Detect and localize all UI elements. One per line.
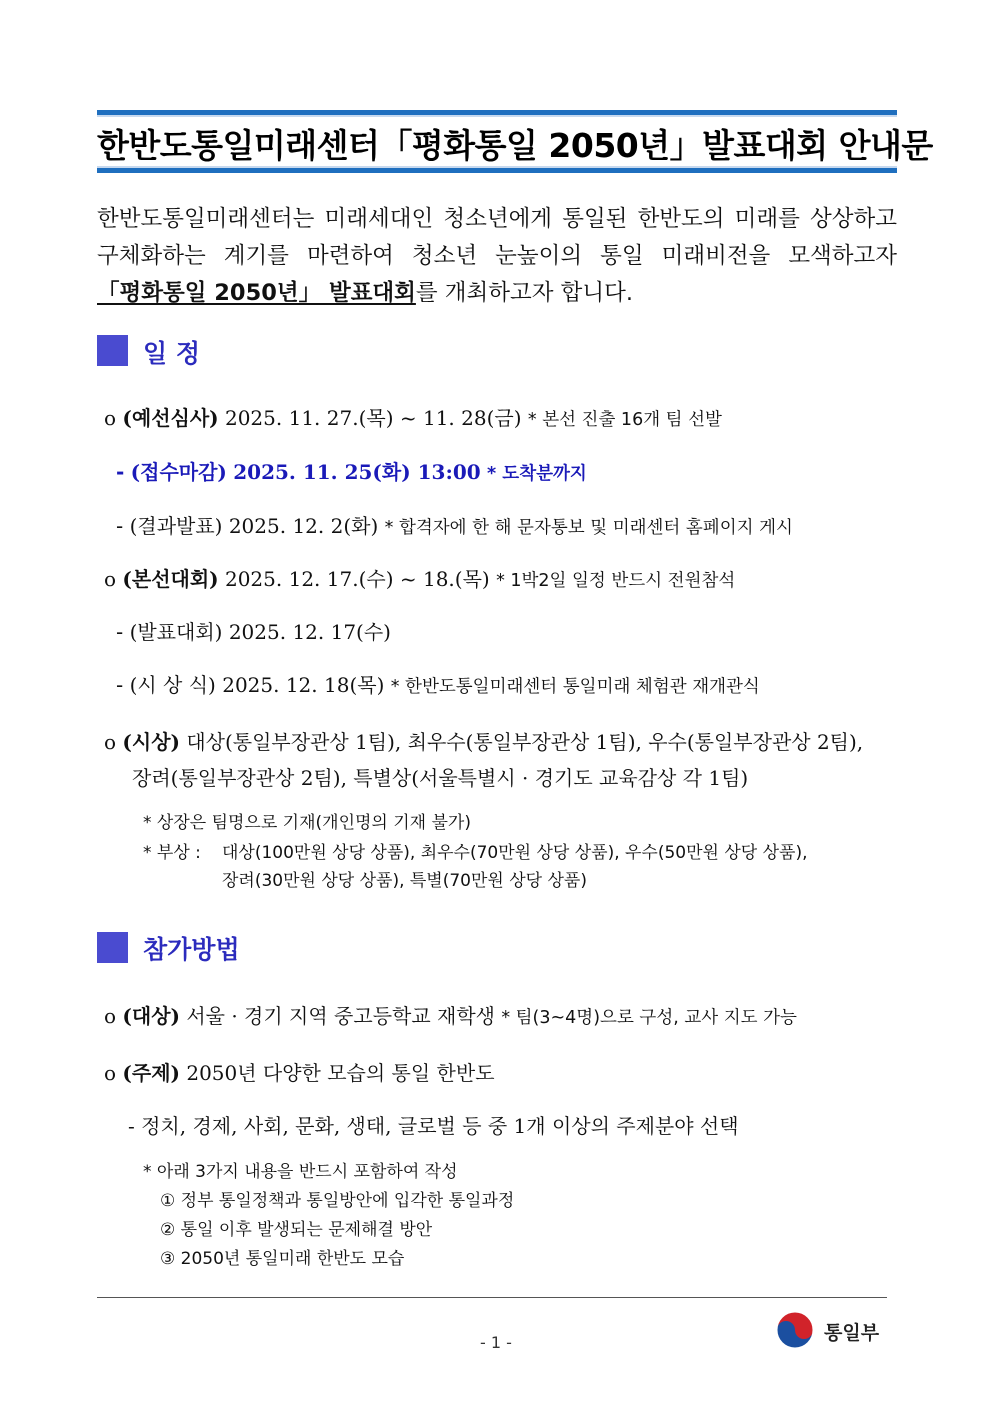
bullet: - <box>116 514 124 538</box>
section-marker-square <box>97 335 128 366</box>
row-value: 2050년 다양한 모습의 통일 한반도 <box>186 1061 495 1085</box>
bullet: o <box>104 1004 117 1028</box>
intro-line-3-rest: 를 개최하고자 합니다. <box>415 280 633 306</box>
row-value: 2025. 11. 25(화) 13:00 <box>233 460 481 484</box>
bullet: - <box>116 673 124 697</box>
schedule-row-final <box>104 563 735 592</box>
schedule-row-ceremony <box>116 669 760 698</box>
topic-item-2: ② 통일 이후 발생되는 문제해결 방안 <box>160 1220 433 1240</box>
page-title: 한반도통일미래센터「평화통일 2050년」발표대회 안내문 <box>97 126 933 165</box>
footer-divider <box>97 1297 887 1298</box>
row-label: (예선심사) <box>122 406 219 430</box>
bullet: o <box>104 730 117 754</box>
intro-paragraph <box>97 201 897 312</box>
row-note: * 도착분까지 <box>487 464 587 484</box>
schedule-heading: 일 정 <box>143 339 201 368</box>
method-heading: 참가방법 <box>143 935 240 964</box>
row-value: 2025. 12. 18(목) <box>222 673 385 697</box>
row-value: 2025. 11. 27.(목) ~ 11. 28(금) <box>224 406 522 430</box>
row-label: (시 상 식) <box>129 673 216 697</box>
title-border-top-light <box>97 115 897 117</box>
bullet: o <box>104 406 117 430</box>
row-label: (접수마감) <box>130 460 227 484</box>
schedule-row-presentation <box>116 616 391 645</box>
row-note: * 팀(3~4명)으로 구성, 교사 지도 가능 <box>501 1008 797 1028</box>
schedule-row-deadline <box>116 456 587 485</box>
awards-note-2-line-1: 대상(100만원 상당 상품), 최우수(70만원 상당 상품), 우수(50만원 상당 상품), <box>222 843 808 863</box>
bullet: - <box>116 460 125 484</box>
schedule-row-prelim <box>104 402 722 431</box>
taegeuk-logo-icon <box>775 1310 815 1350</box>
row-note: * 1박2일 일정 반드시 전원참석 <box>496 571 736 591</box>
row-note: * 한반도통일미래센터 통일미래 체험관 재개관식 <box>390 677 760 697</box>
awards-row <box>104 726 863 755</box>
row-value: 2025. 12. 2(화) <box>228 514 379 538</box>
awards-line-2: 장려(통일부장관상 2팀), 특별상(서울특별시 · 경기도 교육감상 각 1팀) <box>132 766 749 790</box>
row-label: (시상) <box>122 730 180 754</box>
intro-line-1: 한반도통일미래센터는 미래세대인 청소년에게 통일된 한반도의 미래를 상상하고 <box>97 206 897 232</box>
row-note: * 합격자에 한 해 문자통보 및 미래센터 홈페이지 게시 <box>384 518 793 538</box>
method-topic-row <box>104 1057 495 1086</box>
row-note: * 본선 진출 16개 팀 선발 <box>527 410 722 430</box>
row-label: (주제) <box>122 1061 180 1085</box>
page-number: - 1 - <box>480 1333 512 1352</box>
bullet: - <box>116 620 124 644</box>
awards-line-1: 대상(통일부장관상 1팀), 최우수(통일부장관상 1팀), 우수(통일부장관상 2팀), <box>186 730 864 754</box>
bullet: o <box>104 567 117 591</box>
ministry-name: 통일부 <box>824 1322 880 1344</box>
row-label: (발표대회) <box>129 620 223 644</box>
awards-note-2-prefix: * 부상 : <box>143 843 201 863</box>
row-value: 2025. 12. 17.(수) ~ 18.(목) <box>224 567 490 591</box>
awards-note-2-line-2: 장려(30만원 상당 상품), 특별(70만원 상당 상품) <box>222 871 587 891</box>
section-marker-square <box>97 932 128 963</box>
row-value: 2025. 12. 17(수) <box>228 620 391 644</box>
topic-item-1: ① 정부 통일정책과 통일방안에 입각한 통일과정 <box>160 1191 515 1211</box>
method-topic-note: * 아래 3가지 내용을 반드시 포함하여 작성 <box>143 1162 458 1182</box>
row-value: 서울 · 경기 지역 중고등학교 재학생 <box>186 1004 495 1028</box>
awards-note-1: * 상장은 팀명으로 기재(개인명의 기재 불가) <box>143 813 471 833</box>
event-name: 「평화통일 2050년」 발표대회 <box>97 280 416 306</box>
intro-line-2: 구체화하는 계기를 마련하여 청소년 눈높이의 통일 미래비전을 모색하고자 <box>97 243 897 269</box>
title-border-bottom <box>97 168 897 173</box>
topic-item-3: ③ 2050년 통일미래 한반도 모습 <box>160 1249 405 1269</box>
row-label: (대상) <box>122 1004 180 1028</box>
schedule-row-result <box>116 510 793 539</box>
method-target-row <box>104 1000 797 1029</box>
row-label: (결과발표) <box>129 514 223 538</box>
bullet: o <box>104 1061 117 1085</box>
method-topic-sub: - 정치, 경제, 사회, 문화, 생태, 글로벌 등 중 1개 이상의 주제분야 선택 <box>128 1114 739 1138</box>
row-label: (본선대회) <box>122 567 219 591</box>
intro-line-3 <box>97 275 897 312</box>
